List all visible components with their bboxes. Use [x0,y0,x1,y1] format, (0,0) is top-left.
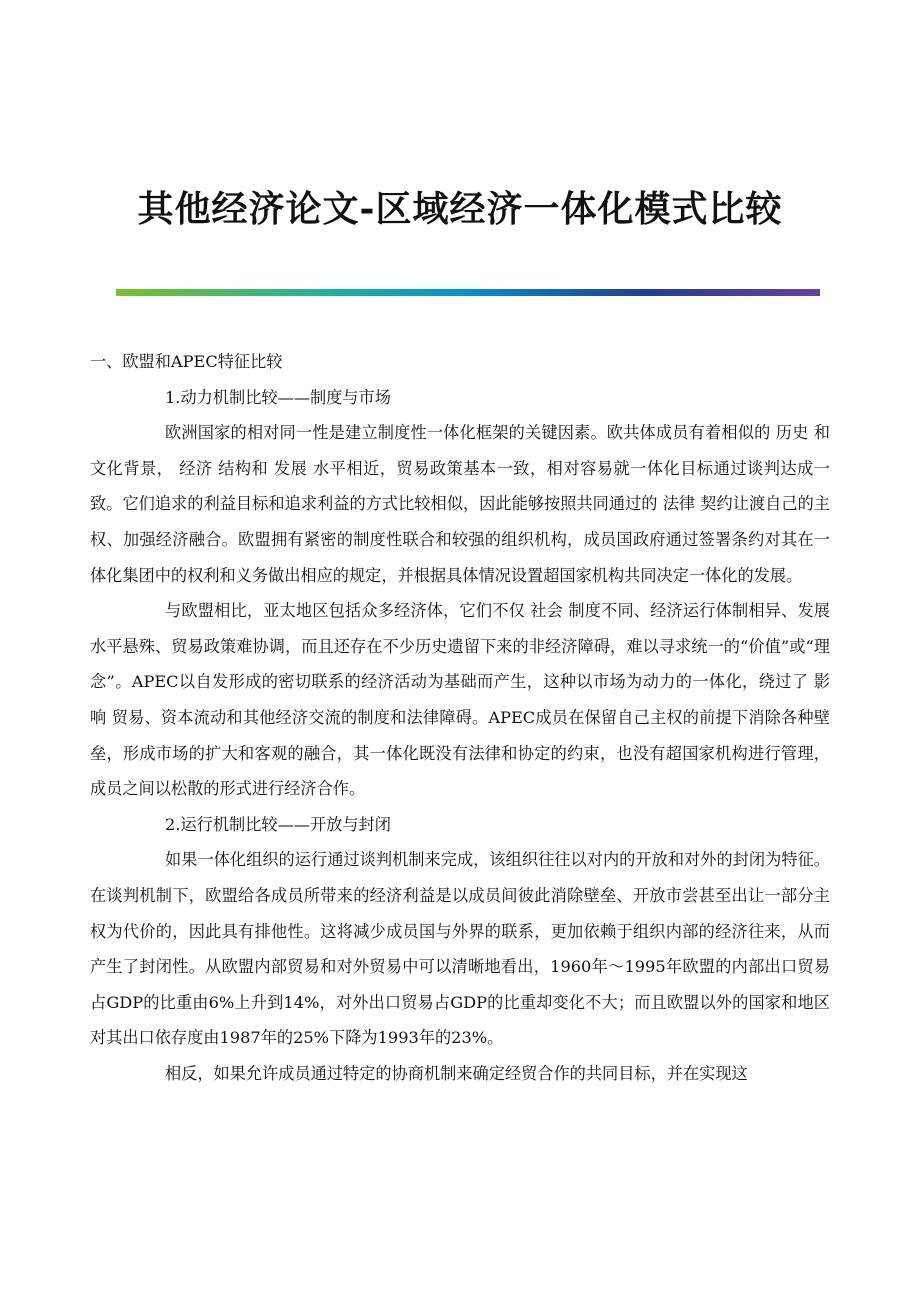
subsection-heading: 1.动力机制比较——制度与市场 [165,387,391,407]
document-body [90,344,830,1091]
subsection-heading: 2.运行机制比较——开放与封闭 [165,814,391,834]
paragraph: 与欧盟相比，亚太地区包括众多经济体，它们不仅 社会 制度不同、经济运行体制相异、发展水平悬殊、贸易政策难协调，而且还存在不少历史遗留下来的非经济障碍，难以寻求统一的“价值”或“理念”。APEC以自发形成的密切联系的经济活动为基础而产生，这种以市场为动力的一体化，绕过了 影响 贸易、资本流动和其他经济交流的制度和法律障碍。APEC成员在保留自己主权的前提下消除各种壁垒，形成市场的扩大和客观的融合，其一体化既没有法律和协定的约束，也没有超国家机构进行管理，成员之间以松散的形式进行经济合作。 [90,601,830,799]
title-divider [116,289,820,296]
section-heading: 一、欧盟和APEC特征比较 [90,352,283,371]
paragraph: 相反，如果允许成员通过特定的协商机制来确定经贸合作的共同目标，并在实现这 [165,1063,748,1083]
paragraph: 如果一体化组织的运行通过谈判机制来完成，该组织往往以对内的开放和对外的封闭为特征。在谈判机制下，欧盟给各成员所带来的经济利益是以成员间彼此消除壁垒、开放市尝甚至出让一部分主权为代价的，因此具有排他性。这将减少成员国与外界的联系，更加依赖于组织内部的经济往来，从而产生了封闭性。从欧盟内部贸易和对外贸易中可以清晰地看出，1960年～1995年欧盟的内部出口贸易占GDP的比重由6%上升到14%，对外出口贸易占GDP的比重却变化不大；而且欧盟以外的国家和地区对其出口依存度由1987年的25%下降为1993年的23%。 [90,850,830,1048]
document-title: 其他经济论文-区域经济一体化模式比较 [137,188,783,230]
paragraph: 欧洲国家的相对同一性是建立制度性一体化框架的关键因素。欧共体成员有着相似的 历史 和文化背景， 经济 结构和 发展 水平相近，贸易政策基本一致，相对容易就一体化目标通过谈判达成一致。它们追求的利益目标和追求利益的方式比较相似，因此能够按照共同通过的 法律 契约让渡自己的主权、加强经济融合。欧盟拥有紧密的制度性联合和较强的组织机构，成员国政府通过签署条约对其在一体化集团中的权利和义务做出相应的规定，并根据具体情况设置超国家机构共同决定一体化的发展。 [90,423,830,585]
